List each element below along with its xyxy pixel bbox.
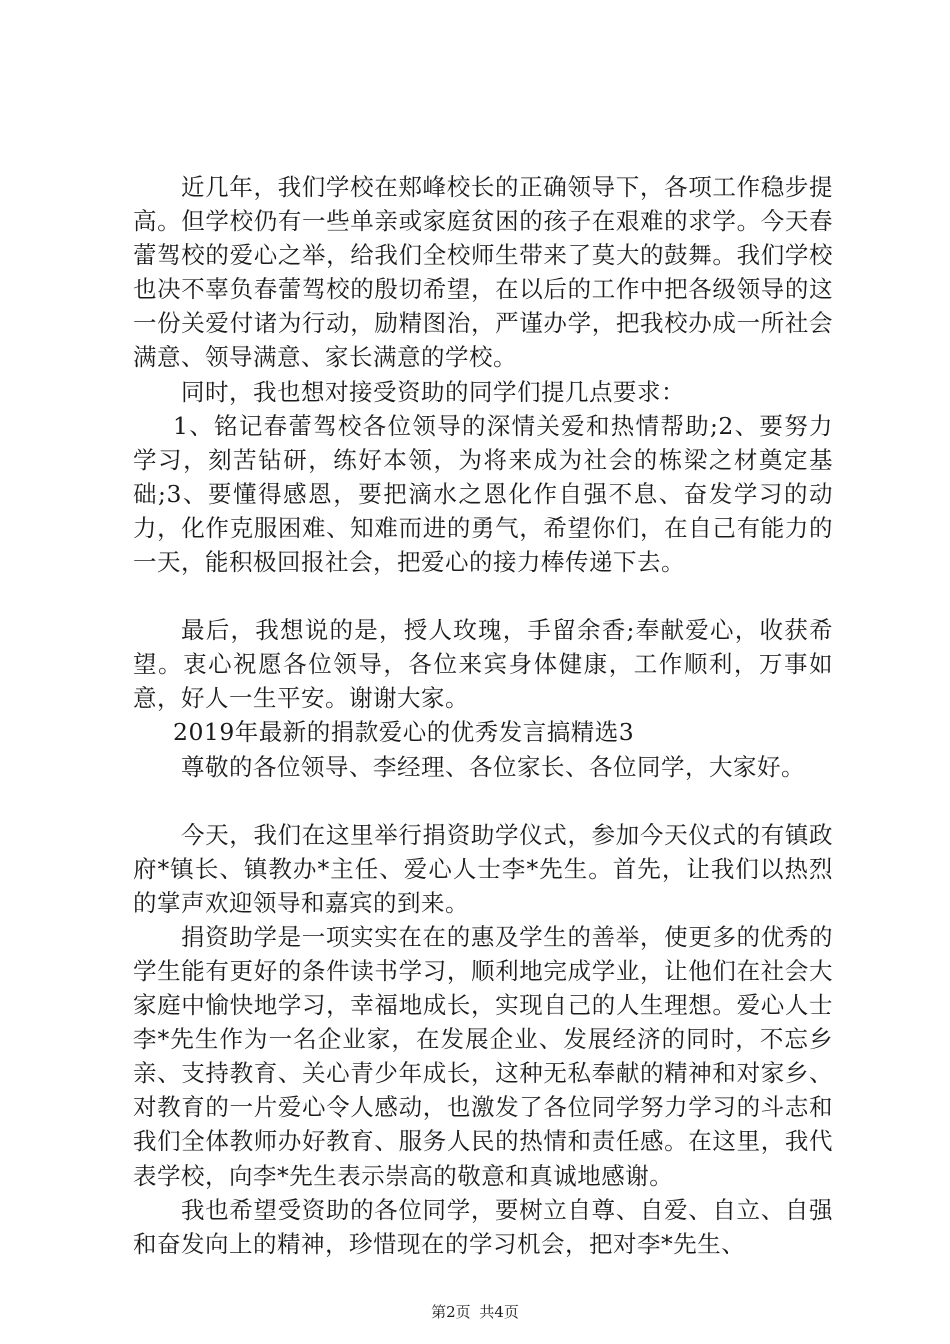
paragraph-greeting: 尊敬的各位领导、李经理、各位家长、各位同学，大家好。: [181, 752, 805, 781]
paragraph-intro: 近几年，我们学校在郏峰校长的正确领导下，各项工作稳步提高。但学校仍有一些单亲或家庭贫困的孩子在艰难的求学。今天春蕾驾校的爱心之举，给我们全校师生带来了莫大的鼓舞。我们学校也决不辜负春蕾驾校的殷切希望，在以后的工作中把各级领导的这一份关爱付诸为行动，励精图治，严谨办学，把我校办成一所社会满意、领导满意、家长满意的学校。: [133, 173, 833, 372]
section-heading: 2019年最新的捐款爱心的优秀发言搞精选3: [173, 718, 635, 747]
paragraph-ceremony: 今天，我们在这里举行捐资助学仪式，参加今天仪式的有镇政府*镇长、镇教办*主任、爱心人士李*先生。首先，让我们以热烈的掌声欢迎领导和嘉宾的到来。: [133, 820, 833, 917]
page-total: 共4页: [479, 1303, 519, 1321]
document-body: [133, 170, 833, 1261]
paragraph-requirements-list: 1、铭记春蕾驾校各位领导的深情关爱和热情帮助;2、要努力学习，刻苦钻研，练好本领，为将来成为社会的栋梁之材奠定基础;3、要懂得感恩，要把滴水之恩化作自强不息、奋发学习的动力，化作克服困难、知难而进的勇气，希望你们，在自己有能力的一天，能积极回报社会，把爱心的接力棒传递下去。: [133, 411, 833, 577]
page-number: 第2页: [431, 1303, 471, 1321]
paragraph-requirements-lead: 同时，我也想对接受资助的同学们提几点要求：: [181, 377, 685, 406]
paragraph-hope: 我也希望受资助的各位同学，要树立自尊、自爱、自立、自强和奋发向上的精神，珍惜现在的学习机会，把对李*先生、: [133, 1195, 833, 1258]
paragraph-donation: 捐资助学是一项实实在在的惠及学生的善举，使更多的优秀的学生能有更好的条件读书学习，顺利地完成学业，让他们在社会大家庭中愉快地学习，幸福地成长，实现自己的人生理想。爱心人士李*先生作为一名企业家，在发展企业、发展经济的同时，不忘乡亲、支持教育、关心青少年成长，这种无私奉献的精神和对家乡、对教育的一片爱心令人感动，也激发了各位同学努力学习的斗志和我们全体教师办好教育、服务人民的热情和责任感。在这里，我代表学校，向李*先生表示崇高的敬意和真诚地感谢。: [133, 922, 833, 1190]
page-footer: [0, 1302, 950, 1322]
paragraph-spacer: [133, 784, 833, 818]
paragraph-spacer: [133, 579, 833, 613]
paragraph-closing: 最后，我想说的是，授人玫瑰，手留余香;奉献爱心，收获希望。衷心祝愿各位领导，各位来宾身体健康，工作顺利，万事如意，好人一生平安。谢谢大家。: [133, 616, 833, 713]
